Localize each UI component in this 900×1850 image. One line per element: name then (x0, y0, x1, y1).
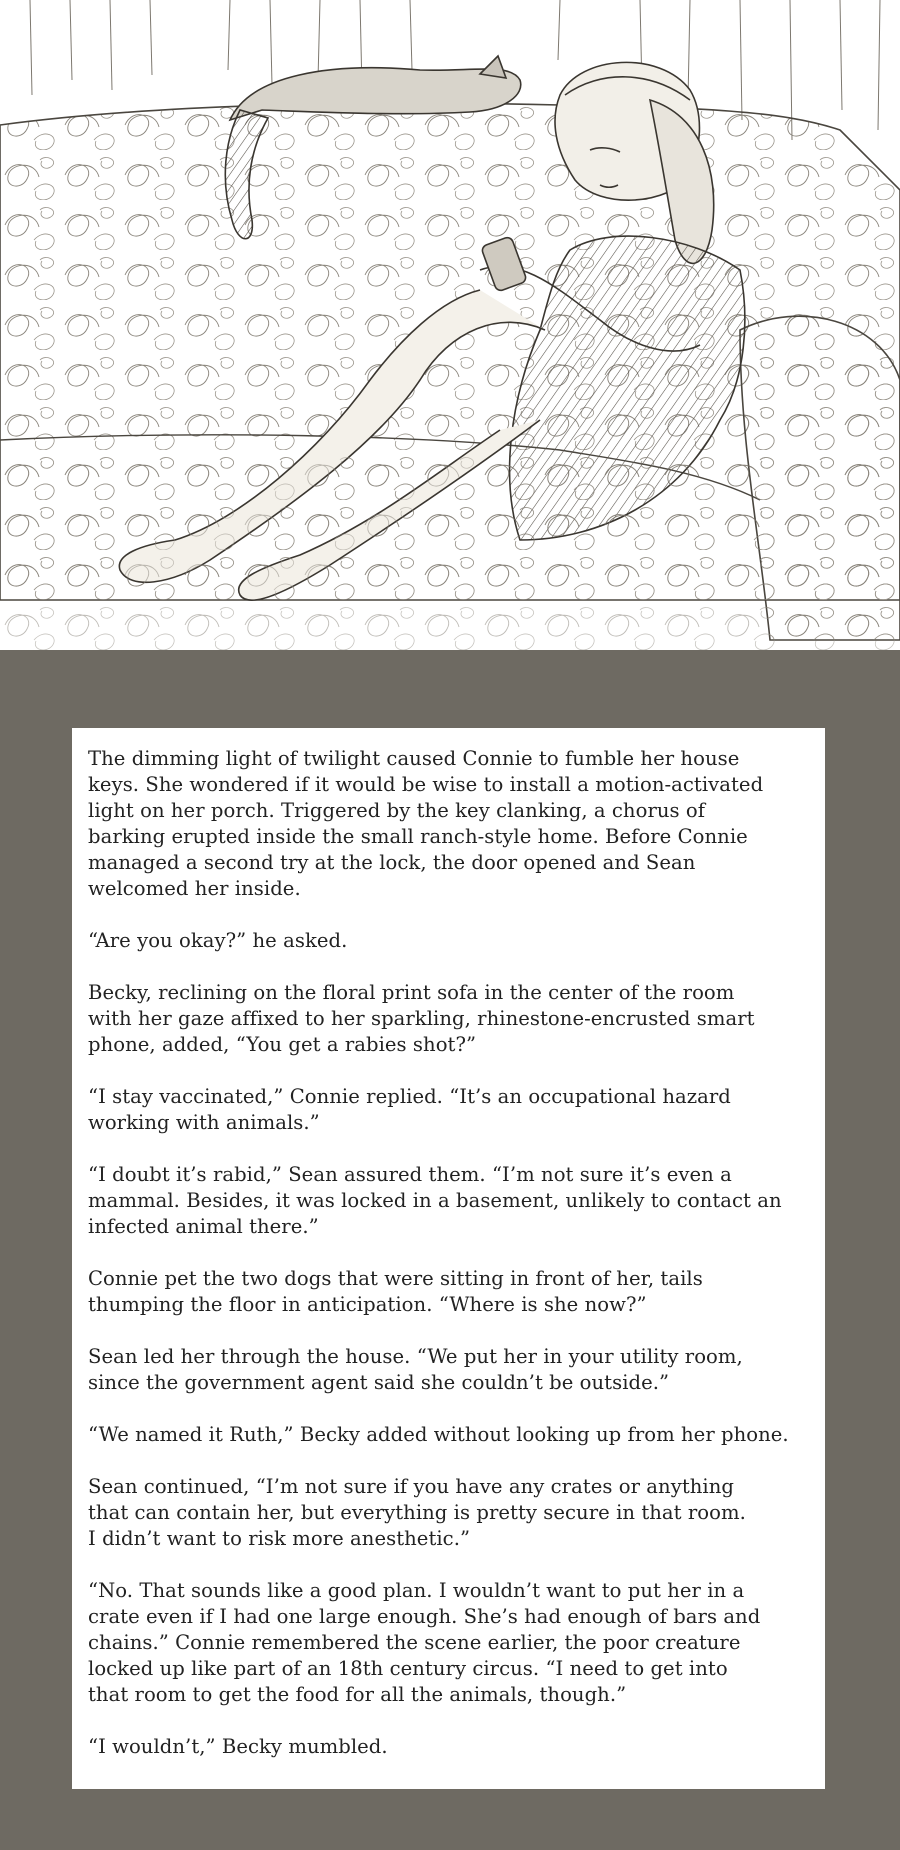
story-text-panel (72, 728, 825, 1789)
sketch-illustration (0, 0, 900, 650)
story-paragraph: Connie pet the two dogs that were sitting in front of her, tails thumping the floor in anticipation. “Where is she now?” (88, 1267, 703, 1316)
story-paragraph: “We named it Ruth,” Becky added without looking up from her phone. (88, 1423, 789, 1446)
sketch-drawing (0, 0, 900, 650)
story-paragraph: “No. That sounds like a good plan. I wouldn’t want to put her in a crate even if I had one large enough. She’s had enough of bars and chains.” Connie remembered the scene earlier, the poor creature locked up like part of an 18th century circus. “I need to get into that room to get the food for all the animals, though.” (88, 1579, 761, 1706)
story-paragraph: The dimming light of twilight caused Connie to fumble her house keys. She wondered if it would be wise to install a motion-activated light on her porch. Triggered by the key clanking, a chorus of barking erupted inside the small ranch-style home. Before Connie managed a second try at the lock, the door opened and Sean welcomed her inside. (88, 747, 764, 900)
story-paragraph: Becky, reclining on the floral print sofa in the center of the room with her gaze affixed to her sparkling, rhinestone-encrusted smart phone, added, “You get a rabies shot?” (88, 981, 755, 1056)
story-paragraph: “Are you okay?” he asked. (88, 929, 348, 952)
story-paragraph: “I wouldn’t,” Becky mumbled. (88, 1735, 388, 1758)
story-paragraph: “I doubt it’s rabid,” Sean assured them. “I’m not sure it’s even a mammal. Besides, it was locked in a basement, unlikely to contact an infected animal there.” (88, 1163, 782, 1238)
story-paragraph: Sean continued, “I’m not sure if you have any crates or anything that can contain her, but everything is pretty secure in that room. I didn’t want to risk more anesthetic.” (88, 1475, 746, 1550)
story-paragraph: Sean led her through the house. “We put her in your utility room, since the government agent said she couldn’t be outside.” (88, 1345, 743, 1394)
story-paragraph: “I stay vaccinated,” Connie replied. “It’s an occupational hazard working with animals.” (88, 1085, 731, 1134)
